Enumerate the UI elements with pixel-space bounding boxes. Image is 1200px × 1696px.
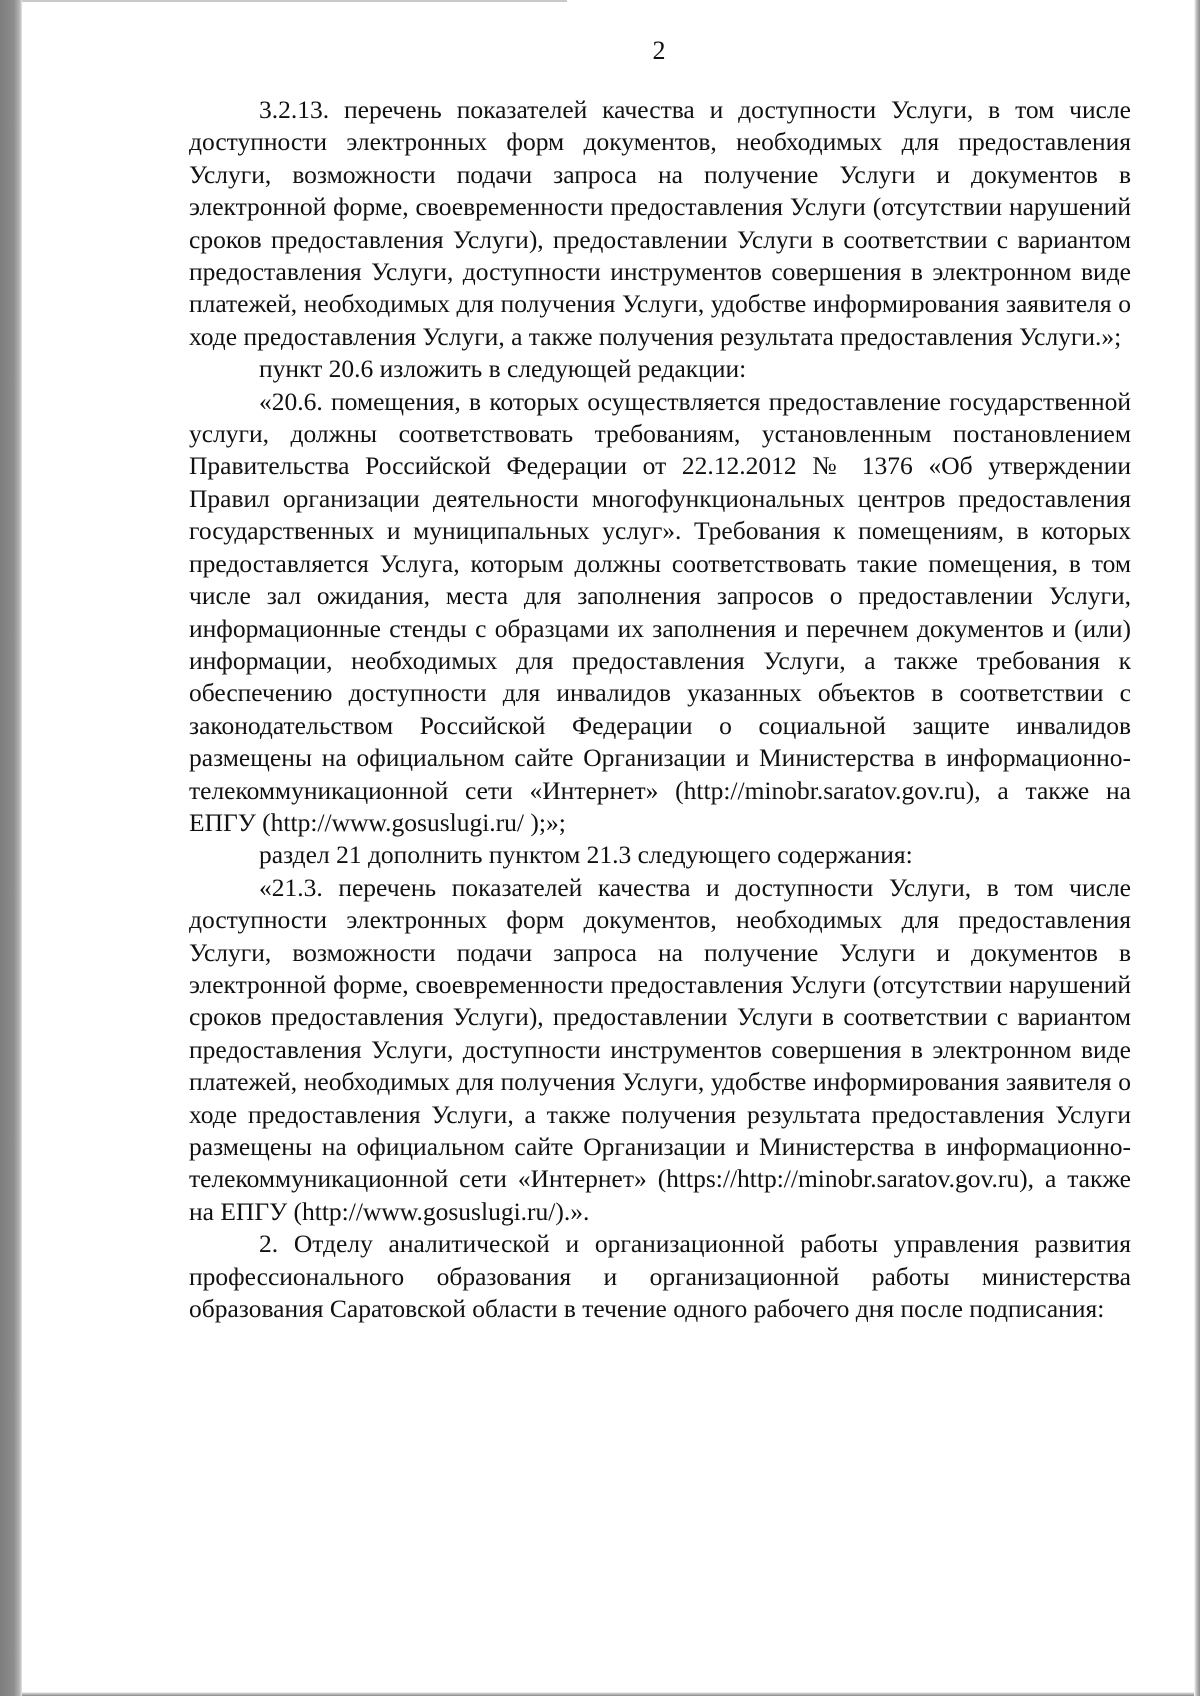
scan-bottom-edge [22, 1692, 1194, 1696]
paragraph-20-6: «20.6. помещения, в которых осуществляется предоставление государственной услуги, должны соответствовать требованиям, установленным постановлением Правительства Российской Федерации от 22.12.2012 № 1376 «Об утверждении Правил организации деятельности многофункциональных центров предоставления государственных и муниципальных услуг». Требования к помещениям, в которых предоставляется Услуга, которым должны соответствовать такие помещения, в том числе зал ожидания, места для заполнения запросов о предоставлении Услуги, информационные стенды с образцами их заполнения и перечнем документов и (или) информации, необходимых для предоставления Услуги, а также требования к обеспечению доступности для инвалидов указанных объектов в соответствии с законодательством Российской Федерации о социальной защите инвалидов размещены на официальном сайте Организации и Министерства в информационно-телекоммуникационной сети «Интернет» (http://minobr.saratov.gov.ru), а также на ЕПГУ (http://www.gosuslugi.ru/ );»; [189, 386, 1131, 837]
paragraph-21-3: «21.3. перечень показателей качества и доступности Услуги, в том числе доступности электронных форм документов, необходимых для предоставления Услуги, возможности подачи запроса на получение Услуги и документов в электронной форме, своевременности предоставления Услуги (отсутствии нарушений сроков предоставления Услуги), предоставлении Услуги в соответствии с вариантом предоставления Услуги, доступности инструментов совершения в электронном виде платежей, необходимых для получения Услуги, удобстве информирования заявителя о ходе предоставления Услуги, а также получения результата предоставления Услуги размещены на официальном сайте Организации и Министерства в информационно-телекоммуникационной сети «Интернет» (https://http://minobr.saratov.gov.ru), а также на ЕПГУ (http://www.gosuslugi.ru/).». [189, 872, 1131, 1226]
paragraph-point-20-6-intro: пункт 20.6 изложить в следующей редакции: [259, 354, 747, 384]
document-body [189, 94, 1131, 1325]
scan-left-edge [0, 0, 22, 1696]
scan-right-edge [1194, 0, 1200, 1696]
page-number: 2 [652, 36, 666, 65]
paragraph-3-2-13: 3.2.13. перечень показателей качества и доступности Услуги, в том числе доступности электронных форм документов, необходимых для предоставления Услуги, возможности подачи запроса на получение Услуги и документов в электронной форме, своевременности предоставления Услуги (отсутствии нарушений сроков предоставления Услуги), предоставлении Услуги в соответствии с вариантом предоставления Услуги, доступности инструментов совершения в электронном виде платежей, необходимых для получения Услуги, удобстве информирования заявителя о ходе предоставления Услуги, а также получения результата предоставления Услуги.»; [189, 95, 1131, 351]
scan-top-edge [22, 0, 567, 2]
paragraph-item-2: 2. Отделу аналитической и организационной работы управления развития профессионального образования и организационной работы министерства образования Саратовской области в течение одного рабочего дня после подписания: [189, 1229, 1131, 1324]
paragraph-section-21-intro: раздел 21 дополнить пунктом 21.3 следующего содержания: [259, 840, 913, 870]
